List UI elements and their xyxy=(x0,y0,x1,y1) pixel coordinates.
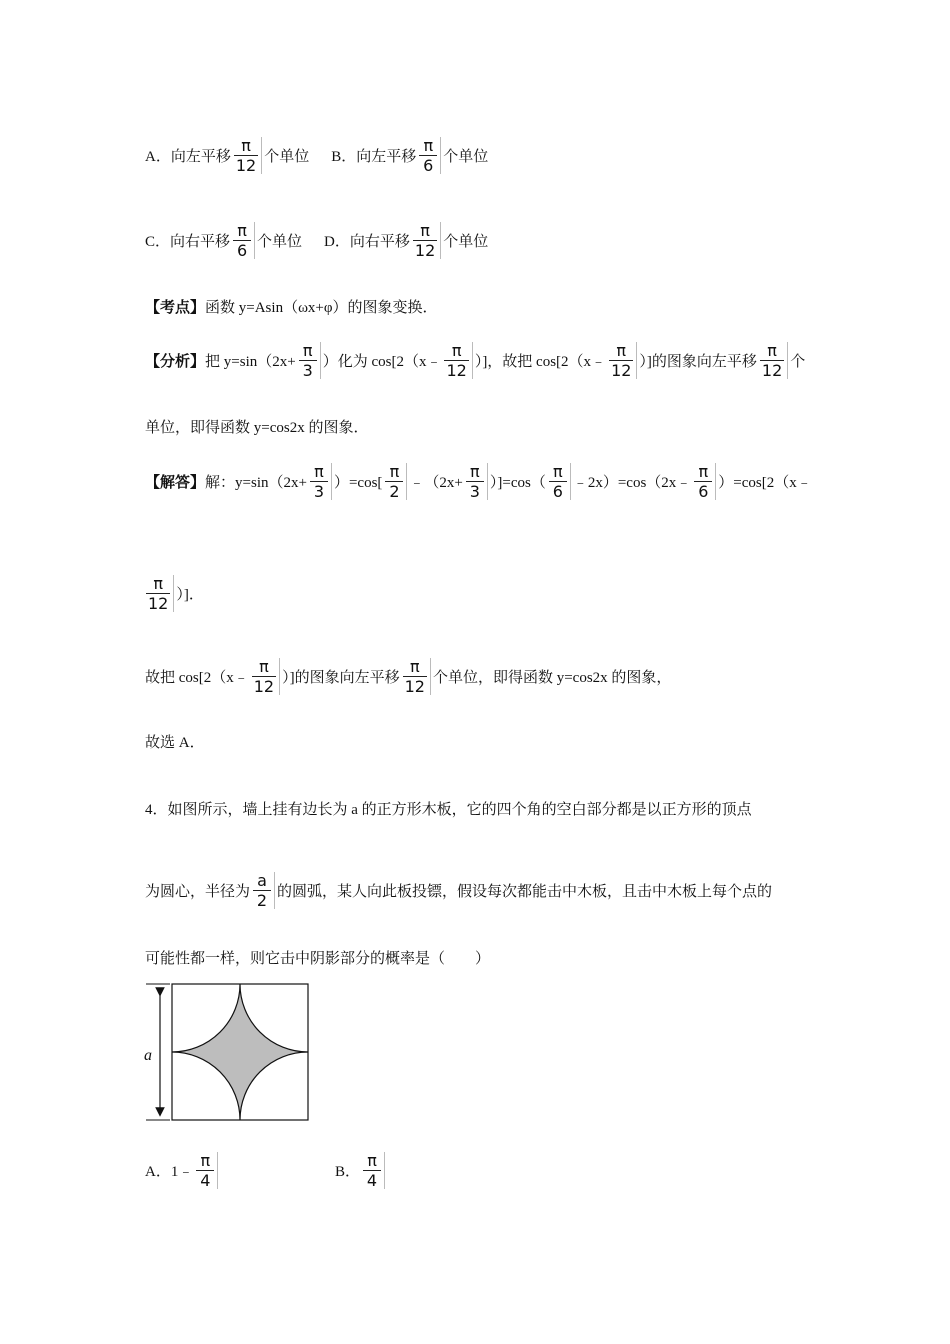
jieda-line-2: $\frac{\pi}{12}$ ）]． xyxy=(145,575,810,612)
fraction: $\frac{\pi}{12}$ xyxy=(145,575,174,612)
q3-option-a[interactable]: A． 向左平移 $\frac{\pi}{12}$ 个单位 xyxy=(145,136,310,175)
fenxi-tag: 【分析】 xyxy=(145,354,206,370)
fenxi-line-2: 单位，即得函数 y=cos2x 的图象． xyxy=(145,420,369,436)
fraction: $\frac{a}{2}$ xyxy=(252,872,275,909)
figure-label-a: a xyxy=(144,1047,152,1064)
conclusion-line: 故把 cos[2（x﹣ $\frac{\pi}{12}$ ）]的图象向左平移 $\frac{\pi}{12}$ 个单位，即得函数 y=cos2x 的图象， xyxy=(145,657,672,696)
q4-line-1: 4．如图所示，墙上挂有边长为 a 的正方形木板，它的四个角的空白部分都是以正方形的顶点 xyxy=(145,802,752,818)
fraction: $\frac{\pi}{2}$ xyxy=(384,463,407,500)
q4-option-a[interactable]: A． 1﹣ $\frac{\pi}{4}$ xyxy=(145,1152,335,1189)
fraction: $\frac{\pi}{12}$ xyxy=(251,658,280,695)
kaodian-line xyxy=(145,296,810,317)
fraction: $\frac{\pi}{12}$ xyxy=(402,658,431,695)
q3-options-cd xyxy=(145,222,810,259)
fraction: $\frac{\pi}{12}$ xyxy=(608,342,637,379)
fraction: $\frac{\pi}{3}$ xyxy=(309,463,332,500)
q4-options xyxy=(145,1152,810,1189)
fenxi-line: 【分析】 把 y=sin（2x+ $\frac{\pi}{3}$ ）化为 cos[2（x﹣ $\frac{\pi}{12}$ ）]，故把 cos[2（x﹣ $\frac{\pi}{12}$ ）]的图象向左平移 $\frac{\pi}{12}$ 个 xyxy=(145,341,806,380)
fraction: $\frac{\pi}{6}$ xyxy=(232,222,255,259)
q3-options-ab xyxy=(145,137,810,174)
q4-line-2: 为圆心，半径为 $\frac{a}{2}$ 的圆弧，某人向此板投镖，假设每次都能击中木板，且击中木板上每个点的 xyxy=(145,871,773,910)
q3-option-d[interactable]: D． 向右平移 $\frac{\pi}{12}$ 个单位 xyxy=(324,221,489,260)
q4-line-3: 可能性都一样，则它击中阴影部分的概率是（ ） xyxy=(145,951,491,967)
jieda-line: 【解答】 解：y=sin（2x+ $\frac{\pi}{3}$ ）=cos[ $\frac{\pi}{2}$ ﹣（2x+ $\frac{\pi}{3}$ ）]=cos（ $\frac{\pi}{6}$ ﹣2x）=cos（2x﹣ $\frac{\pi}{6}$ ）=cos[2（x﹣ xyxy=(145,462,812,501)
fraction: $\frac{\pi}{3}$ xyxy=(465,463,488,500)
fraction: $\frac{\pi}{12}$ xyxy=(443,342,472,379)
answer-line: 故选 A． xyxy=(145,735,205,751)
fraction: $\frac{\pi}{12}$ xyxy=(412,222,441,259)
q4-option-b[interactable]: B． $\frac{\pi}{4}$ xyxy=(335,1152,387,1189)
fraction: $\frac{\pi}{3}$ xyxy=(298,342,321,379)
fraction: $\frac{\pi}{6}$ xyxy=(418,137,441,174)
fraction: $\frac{\pi}{4}$ xyxy=(362,1152,385,1189)
kaodian-text: 函数 y=Asin（ωx+φ）的图象变换． xyxy=(205,300,438,316)
fraction: $\frac{\pi}{6}$ xyxy=(693,463,716,500)
fraction: $\frac{\pi}{12}$ xyxy=(759,342,788,379)
fraction: $\frac{\pi}{12}$ xyxy=(233,137,262,174)
q3-option-c[interactable]: C． 向右平移 $\frac{\pi}{6}$ 个单位 xyxy=(145,221,303,260)
kaodian-tag: 【考点】 xyxy=(145,300,206,316)
q4-figure xyxy=(140,980,312,1125)
q3-option-b[interactable]: B． 向左平移 $\frac{\pi}{6}$ 个单位 xyxy=(331,136,489,175)
fraction: $\frac{\pi}{4}$ xyxy=(195,1152,218,1189)
fraction: $\frac{\pi}{6}$ xyxy=(548,463,571,500)
jieda-tag: 【解答】 xyxy=(145,475,206,491)
